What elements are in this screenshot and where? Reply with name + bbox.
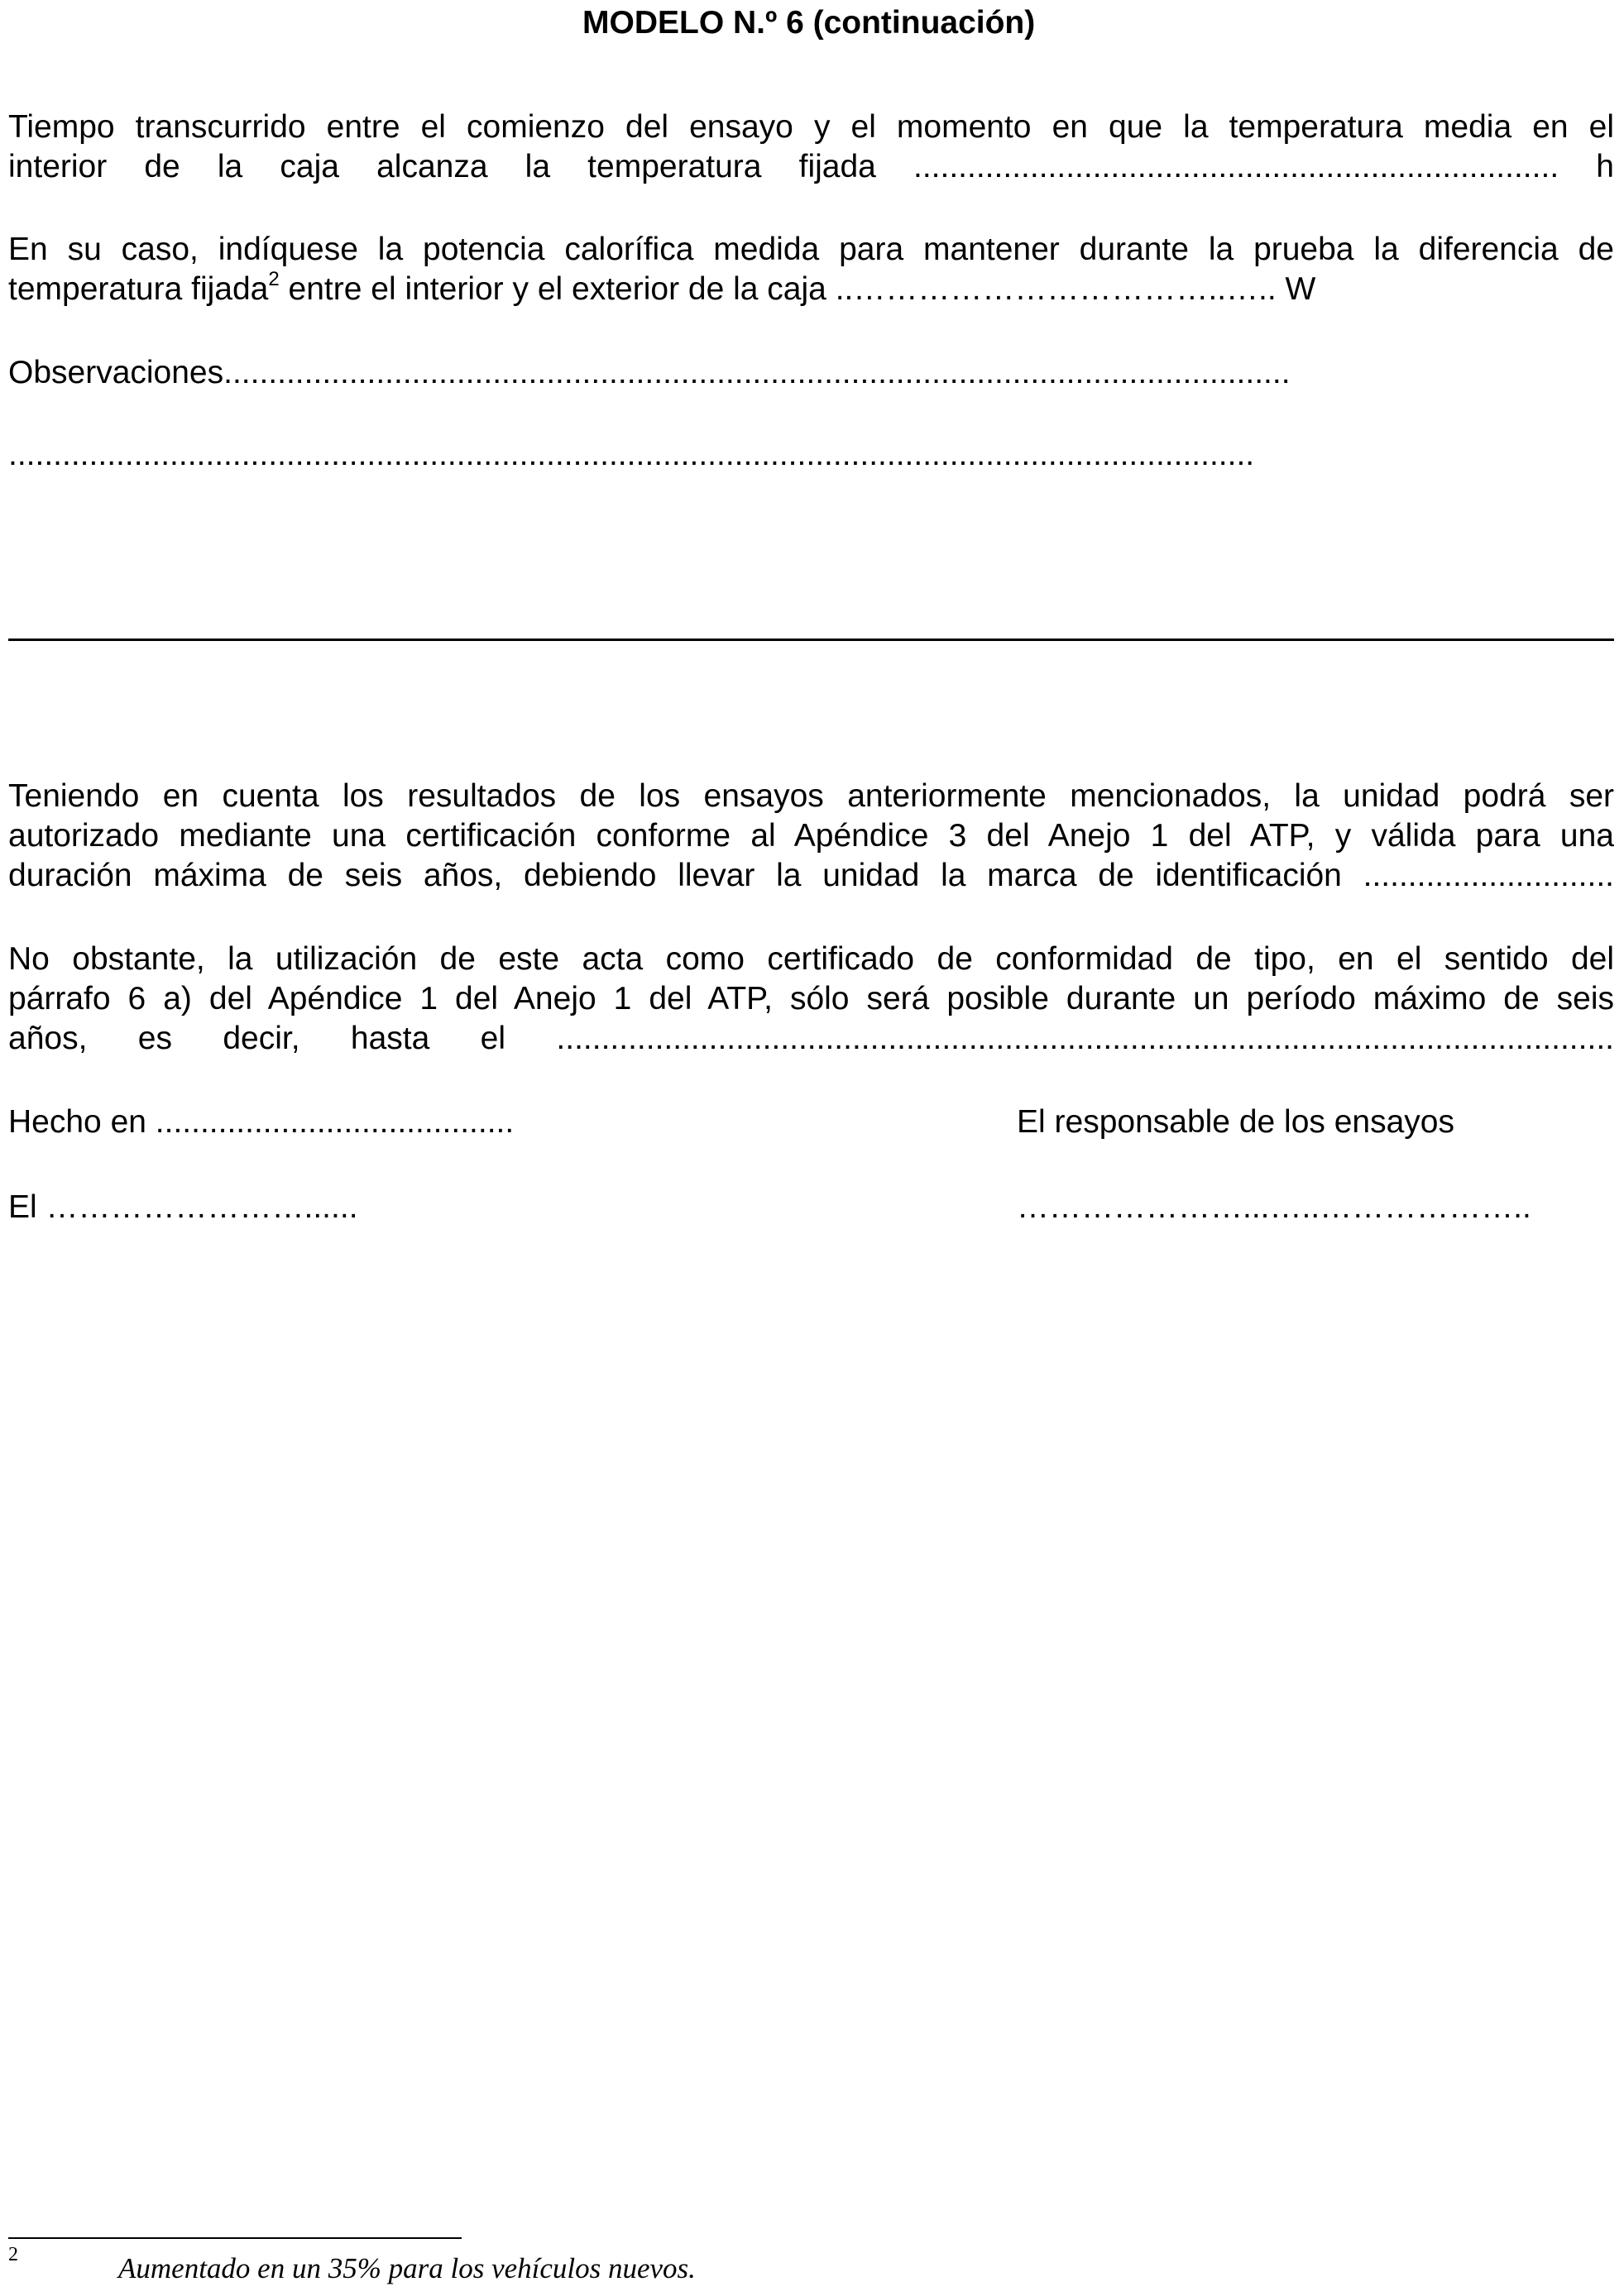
footnote-divider bbox=[8, 2237, 462, 2239]
para3-line1: Teniendo en cuenta los resultados de los ensayos anteriormente mencionados, la unidad podrá ser bbox=[8, 778, 1614, 814]
footnote-number: 2 bbox=[8, 2244, 18, 2265]
para3-line3: duración máxima de seis años, debiendo llevar la unidad la marca de identificación ............................ bbox=[8, 858, 1614, 893]
para2-line1: En su caso, indíquese la potencia calorífica medida para mantener durante la prueba la diferencia de bbox=[8, 232, 1614, 267]
para4-line3: años, es decir, hasta el ...................................................................................................................... bbox=[8, 1021, 1614, 1056]
para4-line2: párrafo 6 a) del Apéndice 1 del Anejo 1 del ATP, sólo será posible durante un período máximo de seis bbox=[8, 981, 1614, 1016]
firma-field: …………………...…..……………….. bbox=[1017, 1189, 1531, 1225]
footnote-text: Aumentado en un 35% para los vehículos nuevos. bbox=[118, 2252, 696, 2284]
responsable-label: El responsable de los ensayos bbox=[1017, 1104, 1454, 1140]
para2-line2 bbox=[8, 268, 1316, 307]
para1-line1: Tiempo transcurrido entre el comienzo del ensayo y el momento en que la temperatura media en el bbox=[8, 109, 1614, 145]
observaciones-line1: Observaciones....................................................................................................................... bbox=[8, 355, 1291, 390]
observaciones-line2: ........................................................................................................................................... bbox=[8, 437, 1255, 472]
footnote-ref: 2 bbox=[268, 268, 280, 290]
para1-line2: interior de la caja alcanza la temperatura fijada ........................................................................ h bbox=[8, 149, 1614, 184]
fecha-field: El ……………………...... bbox=[8, 1189, 358, 1225]
hecho-en-field: Hecho en ........................................ bbox=[8, 1104, 515, 1140]
para4-line1: No obstante, la utilización de este acta como certificado de conformidad de tipo, en el sentido del bbox=[8, 941, 1614, 977]
para2-line2-text: temperatura fijada bbox=[8, 271, 269, 307]
page-title: MODELO N.º 6 (continuación) bbox=[582, 5, 1036, 41]
section-divider bbox=[8, 639, 1614, 641]
para2-line2-rest: entre el interior y el exterior de la caja ..……………………………..….. W bbox=[279, 271, 1316, 307]
para3-line2: autorizado mediante una certificación conforme al Apéndice 3 del Anejo 1 del ATP, y válida para una bbox=[8, 818, 1614, 854]
